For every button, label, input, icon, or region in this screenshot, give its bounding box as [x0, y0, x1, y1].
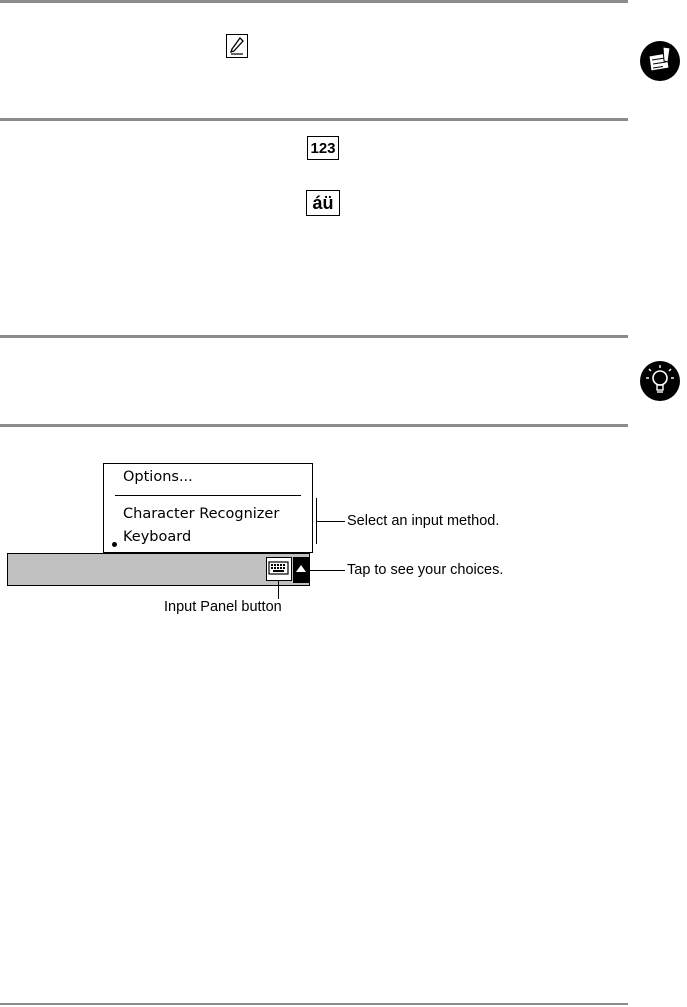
callout-input-panel-button: Input Panel button: [164, 599, 282, 615]
section-rule: [0, 1003, 628, 1005]
menu-item-options[interactable]: Options...: [123, 469, 193, 485]
input-method-menu: [103, 463, 313, 553]
callout-line: [316, 521, 345, 522]
callout-select-method: Select an input method.: [347, 513, 500, 529]
up-arrow-icon: [296, 565, 306, 573]
numbers-keyboard-icon: [307, 136, 339, 160]
pen-icon: [226, 34, 248, 58]
callout-tap-choices: Tap to see your choices.: [347, 562, 504, 578]
menu-item-keyboard[interactable]: Keyboard: [123, 529, 192, 545]
menu-separator: [115, 495, 301, 496]
keyboard-icon: [267, 558, 290, 579]
section-rule: [0, 0, 628, 3]
section-rule: [0, 118, 628, 121]
menu-item-character-recognizer[interactable]: Character Recognizer: [123, 506, 280, 522]
lightbulb-icon: [639, 360, 681, 402]
accents-keyboard-label: áü: [312, 193, 334, 213]
numbers-keyboard-label: 123: [310, 139, 336, 157]
input-method-arrow-button[interactable]: [293, 557, 309, 583]
section-rule: [0, 335, 628, 338]
accents-keyboard-icon: [306, 190, 340, 216]
section-rule: [0, 424, 628, 427]
input-panel-button[interactable]: [266, 557, 292, 581]
callout-line: [278, 581, 279, 599]
taskbar: [7, 553, 310, 586]
selected-bullet: [112, 542, 117, 547]
note-icon: [639, 40, 681, 82]
callout-line: [310, 570, 345, 571]
